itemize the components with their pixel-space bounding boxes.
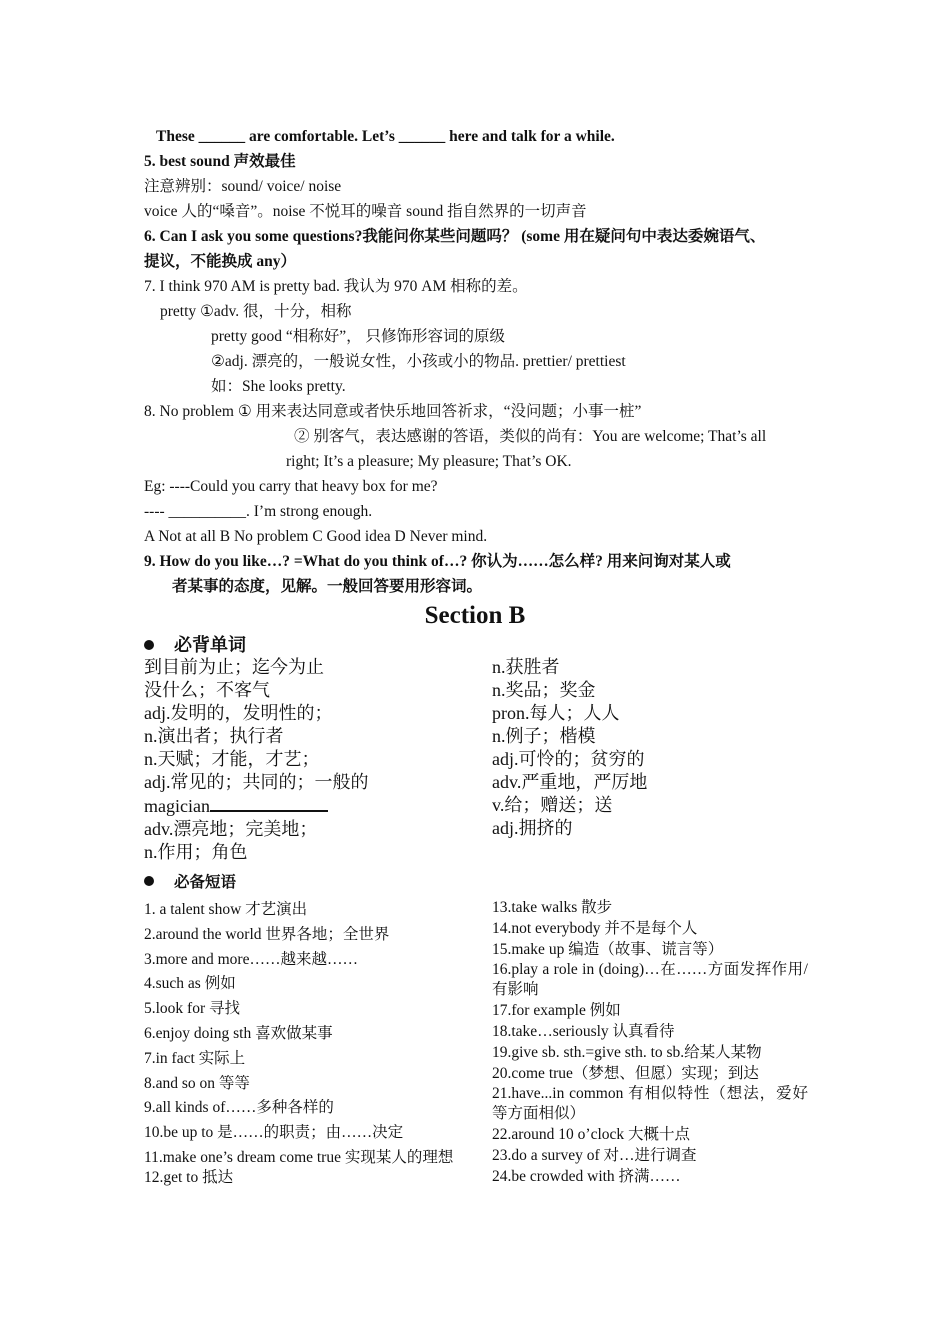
vocab-item: adj.可怜的；贫穷的 [492, 749, 645, 769]
item-9-continued: 者某事的态度，见解。一般回答要用形容词。 [172, 578, 483, 595]
item-6-continued: 提议，不能换成 any） [144, 253, 296, 270]
vocab-item: 没什么；不客气 [144, 680, 270, 700]
pretty-adv: pretty ①adv. 很，十分，相称 [160, 303, 352, 320]
phrase-item: 22.around 10 o’clock 大概十点 [492, 1126, 691, 1144]
item-7-heading: 7. I think 970 AM is pretty bad. 我认为 970 AM 相称的差。 [144, 278, 528, 295]
phrase-item: 13.take walks 散步 [492, 899, 613, 916]
phrase-item: 7.in fact 实际上 [144, 1049, 246, 1067]
phrase-item: 19.give sb. sth.=give sth. to sb.给某人某物 [492, 1043, 762, 1061]
pretty-adj: ②adj. 漂亮的，一般说女性，小孩或小的物品. prettier/ prettiest [211, 353, 626, 370]
phrase-item: 10.be up to 是……的职责；由……决定 [144, 1124, 404, 1142]
phrase-item: 1. a talent show 才艺演出 [144, 901, 308, 918]
item-9-heading: 9. How do you like…? =What do you think of…? 你认为……怎么样? 用来问询对某人或 [144, 553, 731, 570]
vocab-item-label: magician [144, 796, 210, 816]
section-title: Section B [424, 602, 526, 629]
phrase-item: 17.for example 例如 [492, 1002, 621, 1020]
phrase-item: 23.do a survey of 对…进行调查 [492, 1146, 697, 1164]
phrases-right-column [492, 898, 808, 1188]
vocab-left-column [144, 656, 369, 864]
phrase-item: 12.get to 抵达 [144, 1168, 234, 1186]
vocab-item: n.获胜者 [492, 657, 560, 677]
phrase-item: 8.and so on 等等 [144, 1074, 250, 1092]
phrase-item: 20.come true（梦想、但愿）实现；到达 [492, 1064, 759, 1082]
item-8-heading: 8. No problem ① 用来表达同意或者快乐地回答祈求，“没问题；小事一桩” [144, 403, 642, 420]
vocab-item: n.作用；角色 [144, 842, 248, 862]
vocab-item: n.例子；楷模 [492, 726, 596, 746]
vocab-item: n.奖品；奖金 [492, 680, 596, 700]
phrase-item: 2.around the world 世界各地；全世界 [144, 925, 390, 943]
phrase-item: 14.not everybody 并不是每个人 [492, 919, 698, 937]
vocab-item: pron.每人；人人 [492, 703, 620, 723]
vocab-item: adj.常见的；共同的；一般的 [144, 772, 369, 792]
phrases-left-column [144, 900, 459, 1193]
item-8-meaning-2: ② 别客气，表达感谢的答语，类似的尚有：You are welcome; That’s all [294, 428, 767, 445]
item-5-heading: 5. best sound 声效最佳 [144, 153, 296, 170]
phrase-item: 3.more and more……越来越…… [144, 950, 358, 968]
pretty-good-note: pretty good “相称好”， 只修饰形容词的原级 [211, 328, 506, 345]
bullet-icon [144, 640, 154, 650]
phrase-item: 18.take…seriously 认真看待 [492, 1022, 675, 1040]
vocab-item: n.天赋；才能，才艺； [144, 749, 320, 769]
pretty-example: 如：She looks pretty. [211, 378, 346, 395]
example-options: A Not at all B No problem C Good idea D Never mind. [144, 528, 488, 545]
phrase-item: 24.be crowded with 挤满…… [492, 1167, 681, 1185]
vocab-heading [144, 633, 246, 657]
vocab-right-column [492, 656, 647, 840]
item-6-heading: 6. Can I ask you some questions?我能问你某些问题吗？ (some 用在疑问句中表达委婉语气、 [144, 228, 766, 245]
phrase-item: 9.all kinds of……多种各样的 [144, 1099, 334, 1117]
phrase-item: 4.such as 例如 [144, 975, 236, 993]
phrase-item: 11.make one’s dream come true 实现某人的理想 [144, 1148, 454, 1166]
vocab-item: adv.严重地，严厉地 [492, 772, 648, 792]
vocab-item: 到目前为止；迄今为止 [144, 657, 324, 677]
phrase-item: 15.make up 编造（故事、谎言等） [492, 940, 724, 958]
phrase-item: 5.look for 寻找 [144, 1000, 241, 1018]
example-answer: ---- __________. I’m strong enough. [144, 503, 373, 520]
phrase-item: 6.enjoy doing sth 喜欢做某事 [144, 1024, 333, 1042]
note-distinguish: 注意辨别：sound/ voice/ noise [144, 178, 342, 195]
exercise-sentence: These ______ are comfortable. Let’s ______ here and talk for a while. [156, 128, 615, 145]
bullet-icon [144, 876, 154, 886]
vocab-item: adj.拥挤的 [492, 818, 573, 838]
phrases-heading-label: 必备短语 [174, 874, 237, 891]
phrases-heading [144, 873, 236, 893]
phrase-item: 16.play a role in (doing)…在……方面发挥作用/有影响 [492, 961, 808, 999]
phrase-item: 21.have...in common 有相似特性（想法，爱好等方面相似） [492, 1085, 808, 1123]
example-question: Eg: ----Could you carry that heavy box for me? [144, 478, 438, 495]
vocab-item: v.给；赠送；送 [492, 795, 613, 815]
vocab-heading-label: 必背单词 [174, 635, 246, 655]
answer-blank [210, 794, 328, 812]
note-voice-noise-sound: voice 人的“嗓音”。noise 不悦耳的噪音 sound 指自然界的一切声音 [144, 203, 587, 220]
vocab-item: n.演出者；执行者 [144, 726, 284, 746]
vocab-item-magician [144, 794, 369, 818]
item-8-meaning-2-continued: right; It’s a pleasure; My pleasure; That’s OK. [286, 453, 572, 470]
vocab-item: adv.漂亮地；完美地； [144, 819, 318, 839]
vocab-item: adj.发明的，发明性的； [144, 703, 333, 723]
